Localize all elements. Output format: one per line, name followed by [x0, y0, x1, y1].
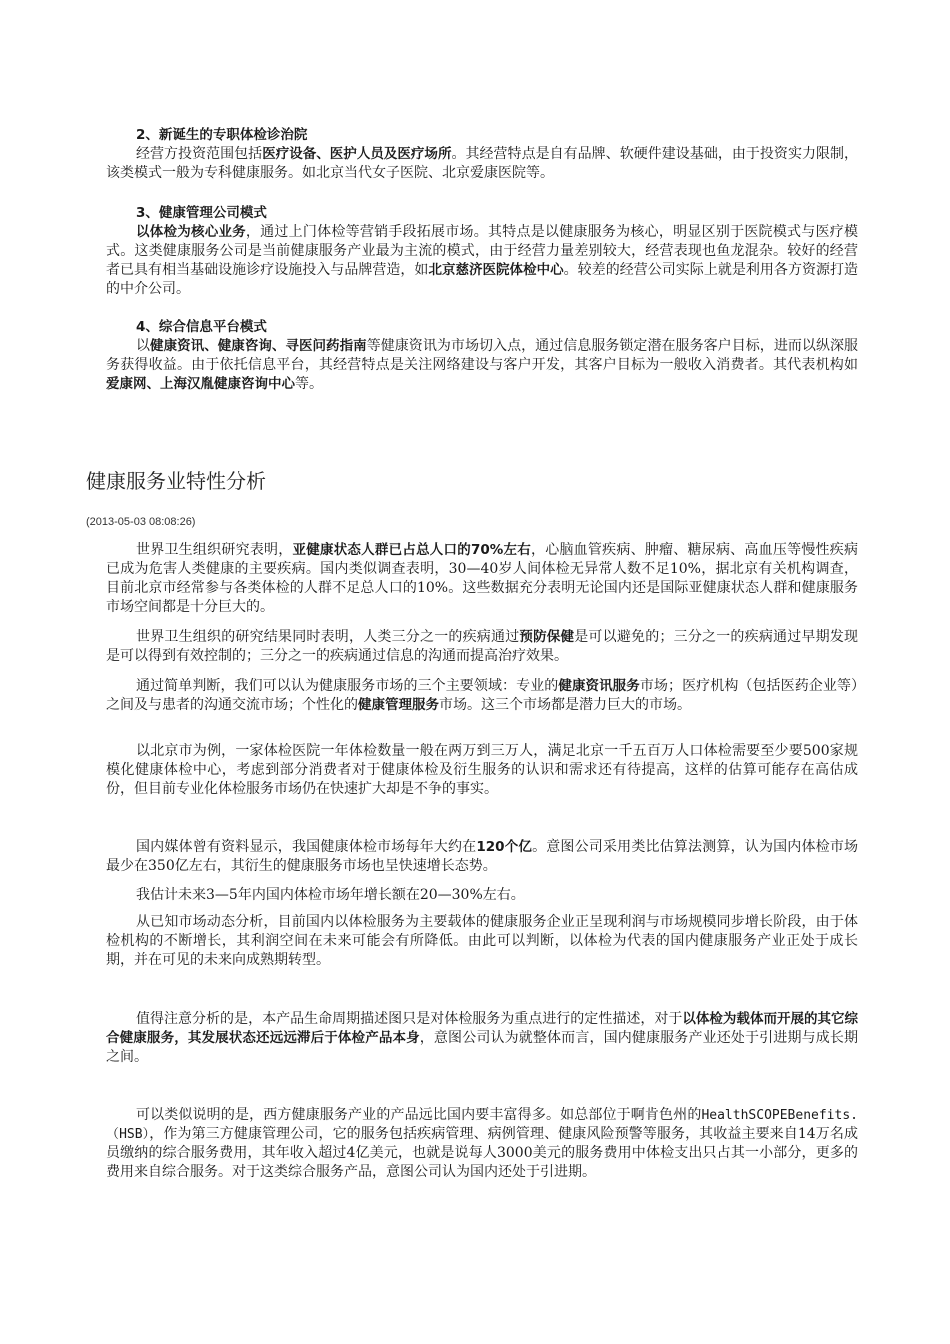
p3-text-e: 市场。这三个市场都是潜力巨大的市场。	[439, 697, 691, 713]
section-3-heading: 3、健康管理公司模式	[136, 205, 267, 221]
article-paragraph-5	[106, 838, 858, 876]
p9-company: HealthSCOPEBenefits.（HSB）	[106, 1108, 858, 1142]
section-2-text: 经营方投资范围包括	[136, 146, 263, 162]
section-3	[106, 204, 858, 299]
p9-text-c: ，作为第三方健康管理公司，它的服务包括疾病管理、病例管理、健康风险预警等服务，其收益主要来自14万名成员缴纳的综合服务费用，其年收入超过4亿美元，也就是说每人3000美元的服务费用中体检支出只占其一小部分，更多的费用来自综合服务。对于这类综合服务产品，意图公司认为国内还处于引进期。	[106, 1126, 858, 1180]
p8-bold: 以体检为载体而开展的其它综合健康服务，其发展状态还远远滞后于体检产品本身	[106, 1011, 859, 1046]
section-2-bold: 医疗设备、医护人员及医疗场所	[262, 146, 452, 162]
p8-text-c: ，意图公司认为就整体而言，国内健康服务产业还处于引进期与成长期之间。	[106, 1030, 859, 1065]
p1-text-a: 世界卫生组织研究表明，	[136, 542, 293, 558]
section-4-heading: 4、综合信息平台模式	[136, 319, 267, 335]
p2-bold: 预防保健	[519, 629, 575, 645]
p6-text: 我估计未来3—5年内国内体检市场年增长额在20—30%左右。	[136, 887, 525, 903]
article-paragraph-6	[106, 886, 858, 905]
p8-text-a: 值得注意分析的是，本产品生命周期描述图只是对体检服务为重点进行的定性描述，对于	[136, 1011, 683, 1027]
section-4-text-1: 等健康资讯为市场切入点，通过信息服务锁定潜在服务客户目标，进而以纵深服务获得收益。由于依托信息平台，其经营特点是关注网络建设与客户开发，其客户目标为一般收入消费者。其代表机构如	[106, 338, 859, 373]
article-paragraph-9	[106, 1106, 858, 1182]
section-4-bold-1: 健康资讯、健康咨询、寻医问药指南	[150, 338, 367, 354]
section-2-paragraph	[106, 145, 858, 183]
p9-text-a: 可以类似说明的是，西方健康服务产业的产品远比国内要丰富得多。如总部位于啊肯色州的	[136, 1107, 702, 1123]
article-paragraph-4	[106, 742, 858, 799]
article-paragraph-1	[106, 541, 858, 617]
p5-text-a: 国内媒体曾有资料显示，我国健康体检市场每年大约在	[136, 839, 477, 855]
section-4	[106, 318, 858, 394]
article-title: 健康服务业特性分析	[86, 469, 266, 493]
article-paragraph-2	[106, 628, 858, 666]
p3-text-c: 市场；医疗机构（包括医药企业等）之间及与患者的沟通交流市场；个性化的	[106, 678, 859, 713]
p1-text-c: ，心脑血管疾病、肿瘤、糖尿病、高血压等慢性疾病已成为危害人类健康的主要疾病。国内类似调查表明，30—40岁人间体检无异常人数不足10%，据北京有关机构调查，目前北京市经常参与各类体检的人群不足总人口的10%。这些数据充分表明无论国内还是国际亚健康状态人群和健康服务市场空间都是十分巨大的。	[106, 542, 858, 615]
article-paragraph-7	[106, 913, 858, 970]
p5-text-c: 。意图公司采用类比估算法测算，认为国内体检市场最少在350亿左右，其衍生的健康服务市场也呈快速增长态势。	[106, 839, 859, 874]
section-3-text-1: ，通过上门体检等营销手段拓展市场。其特点是以健康服务为核心，明显区别于医院模式与医疗模式。这类健康服务公司是当前健康服务产业最为主流的模式，由于经营力量差别较大，经营表现也鱼龙混杂。较好的经营者已具有相当基础设施诊疗设施投入与品牌营造，如	[106, 224, 858, 278]
article-date: (2013-05-03 08:08:26)	[86, 516, 196, 528]
p2-text-a: 世界卫生组织的研究结果同时表明，人类三分之一的疾病通过	[136, 629, 520, 645]
section-4-paragraph	[106, 337, 858, 394]
section-3-bold-1: 以体检为核心业务	[136, 224, 246, 240]
p3-text-a: 通过简单判断，我们可以认为健康服务市场的三个主要领域：专业的	[136, 678, 559, 694]
section-2-text-rest: 。其经营特点是自有品牌、软硬件建设基础，由于投资实力限制，该类模式一般为专科健康服务。如北京当代女子医院、北京爱康医院等。	[106, 146, 859, 181]
p7-text: 从已知市场动态分析，目前国内以体检服务为主要载体的健康服务企业正呈现利润与市场规模同步增长阶段，由于体检机构的不断增长，其利润空间在未来可能会有所降低。由此可以判断，以体检为代表的国内健康服务产业正处于成长期，并在可见的未来向成熟期转型。	[106, 914, 858, 968]
p4-text: 以北京市为例，一家体检医院一年体检数量一般在两万到三万人，满足北京一千五百万人口体检需要至少要500家规模化健康体检中心，考虑到部分消费者对于健康体检及衍生服务的认识和需求还有待提高，这样的估算可能存在高估成份，但目前专业化体检服务市场仍在快速扩大却是不争的事实。	[106, 743, 858, 797]
section-2	[106, 126, 858, 183]
p5-bold: 120个亿	[476, 839, 533, 855]
section-3-bold-2: 北京慈济医院体检中心	[428, 262, 564, 278]
p3-bold-2: 健康管理服务	[358, 697, 439, 713]
article-paragraph-3	[106, 677, 858, 715]
article-paragraph-8	[106, 1010, 858, 1067]
section-4-text-pre: 以	[136, 338, 151, 354]
section-4-bold-2: 爱康网、上海汉胤健康咨询中心	[106, 376, 295, 392]
section-4-text-2: 等。	[295, 376, 323, 392]
section-2-heading: 2、新诞生的专职体检诊治院	[136, 127, 308, 143]
p3-bold-1: 健康资讯服务	[558, 678, 640, 694]
p2-text-c: 是可以避免的；三分之一的疾病通过早期发现是可以得到有效控制的；三分之一的疾病通过信息的沟通而提高治疗效果。	[106, 629, 859, 664]
p1-bold: 亚健康状态人群已占总人口的70%左右	[292, 542, 531, 558]
section-3-text-2: 。较差的经营公司实际上就是利用各方资源打造的中介公司。	[106, 262, 859, 297]
section-3-paragraph	[106, 223, 858, 299]
